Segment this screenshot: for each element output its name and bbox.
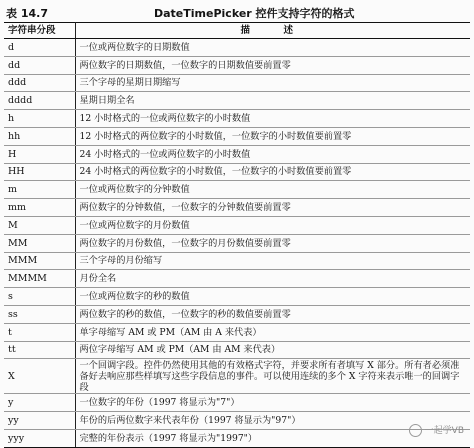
format-code-cell: HH	[4, 163, 75, 181]
format-desc-cell: 一位或两位数字的月份数值	[75, 216, 470, 234]
table-header-row	[4, 23, 470, 39]
table-row	[4, 110, 470, 128]
table-row	[4, 39, 470, 57]
format-desc-cell: 单字母缩写 AM 或 PM（AM 由 A 来代表）	[75, 323, 470, 341]
format-code-cell: H	[4, 145, 75, 163]
format-desc-cell: 星期日期全名	[75, 92, 470, 110]
header-code: 字符串分段	[4, 23, 75, 39]
format-desc-cell: 两位数字的分钟数值，一位数字的分钟数值要前置零	[75, 199, 470, 217]
format-code-cell: d	[4, 39, 75, 57]
table-title: DateTimePicker 控件支持字符的格式	[154, 7, 355, 20]
format-code-cell: h	[4, 110, 75, 128]
format-desc-cell: 两位数字的日期数值，一位数字的日期数值要前置零	[75, 56, 470, 74]
table-body	[4, 39, 470, 448]
format-code-cell: MM	[4, 234, 75, 252]
format-desc-cell: 一位数字的年份（1997 将显示为"7"）	[75, 394, 470, 412]
format-code-cell: y	[4, 394, 75, 412]
format-desc-cell: 两位数字的秒的数值，一位数字的秒的数值要前置零	[75, 305, 470, 323]
format-desc-cell: 年份的后两位数字来代表年份（1997 将显示为"97"）	[75, 412, 470, 430]
format-table	[4, 22, 470, 448]
table-caption	[6, 3, 468, 21]
format-desc-cell: 三个字母的星期日期缩写	[75, 74, 470, 92]
format-desc-cell: 一位或两位数字的秒的数值	[75, 288, 470, 306]
table-row	[4, 341, 470, 359]
format-desc-cell: 12 小时格式的一位或两位数字的小时数值	[75, 110, 470, 128]
format-code-cell: MMM	[4, 252, 75, 270]
table-row	[4, 252, 470, 270]
format-desc-cell: 12 小时格式的两位数字的小时数值，一位数字的小时数值要前置零	[75, 127, 470, 145]
format-code-cell: yy	[4, 412, 75, 430]
format-code-cell: M	[4, 216, 75, 234]
format-code-cell: ss	[4, 305, 75, 323]
format-code-cell: yyy	[4, 429, 75, 447]
format-code-cell: mm	[4, 199, 75, 217]
watermark	[409, 423, 464, 437]
format-desc-cell: 24 小时格式的一位或两位数字的小时数值	[75, 145, 470, 163]
format-code-cell: s	[4, 288, 75, 306]
format-desc-cell: 月份全名	[75, 270, 470, 288]
table-row	[4, 216, 470, 234]
table-row	[4, 163, 470, 181]
table-row	[4, 323, 470, 341]
format-code-cell: dd	[4, 56, 75, 74]
table-row	[4, 56, 470, 74]
format-desc-cell: 一位或两位数字的分钟数值	[75, 181, 470, 199]
format-desc-cell: 两位数字的月份数值，一位数字的月份数值要前置零	[75, 234, 470, 252]
table-row	[4, 412, 470, 430]
table-row	[4, 288, 470, 306]
format-desc-cell: 完整的年份表示（1997 将显示为"1997"）	[75, 429, 470, 447]
table-row	[4, 429, 470, 447]
format-desc-cell: 24 小时格式的两位数字的小时数值，一位数字的小时数值要前置零	[75, 163, 470, 181]
table-row	[4, 74, 470, 92]
format-desc-cell: 两位字母缩写 AM 或 PM（AM 由 AM 来代表）	[75, 341, 470, 359]
table-row	[4, 181, 470, 199]
format-desc-cell: 一个回调字段。控件仍然使用其他的有效格式字符，并要求所有者填写 X 部分。所有者必须准备好去响应那些样填写这些字段信息的事件。可以使用连续的多个 X 字符来表示唯一的回调字段	[75, 359, 470, 394]
table-row	[4, 305, 470, 323]
format-code-cell: dddd	[4, 92, 75, 110]
table-row	[4, 92, 470, 110]
format-code-cell: hh	[4, 127, 75, 145]
table-row	[4, 359, 470, 394]
table-row	[4, 394, 470, 412]
table-row	[4, 270, 470, 288]
table-row	[4, 234, 470, 252]
format-code-cell: t	[4, 323, 75, 341]
table-row	[4, 199, 470, 217]
format-code-cell: tt	[4, 341, 75, 359]
format-code-cell: MMMM	[4, 270, 75, 288]
table-number: 表 14.7	[6, 7, 48, 20]
wechat-logo-icon	[409, 424, 422, 437]
format-desc-cell: 一位或两位数字的日期数值	[75, 39, 470, 57]
format-code-cell: ddd	[4, 74, 75, 92]
format-code-cell: X	[4, 359, 75, 394]
table-row	[4, 145, 470, 163]
table-row	[4, 127, 470, 145]
header-desc: 描 述	[75, 23, 470, 39]
watermark-text: 一起学VB	[424, 426, 464, 436]
format-desc-cell: 三个字母的月份缩写	[75, 252, 470, 270]
format-code-cell: m	[4, 181, 75, 199]
